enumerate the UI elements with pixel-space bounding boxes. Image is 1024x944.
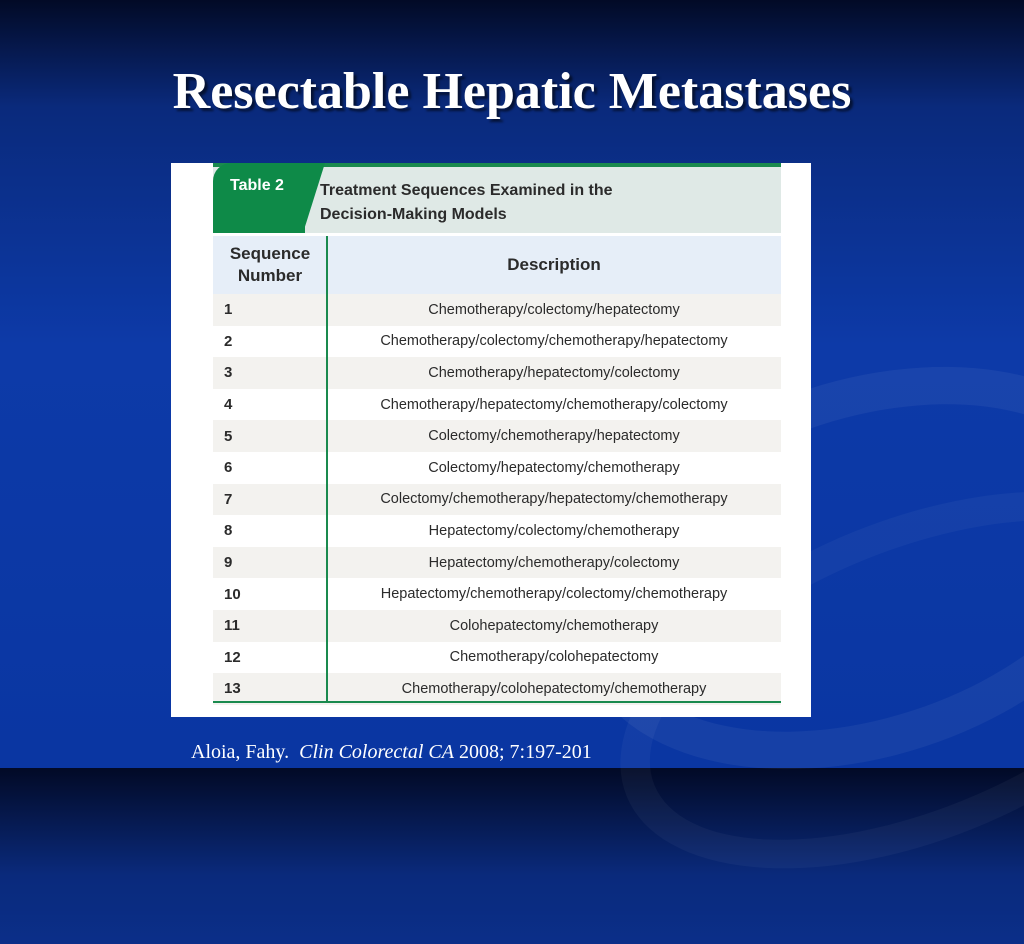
table-body [213,294,781,705]
table-row [213,357,781,389]
sequence-number-cell: 6 [224,459,233,477]
column-divider [326,236,328,703]
table-row [213,515,781,547]
table-row [213,389,781,421]
table-bottom-rule [213,701,781,703]
citation-authors: Aloia, Fahy. [191,741,290,763]
description-cell: Chemotherapy/hepatectomy/colectomy [428,364,680,381]
table-row [213,578,781,610]
table-row [213,673,781,705]
description-cell: Chemotherapy/colectomy/hepatectomy [428,301,680,318]
description-cell: Colectomy/chemotherapy/hepatectomy/chemotherapy [380,491,728,508]
table-row [213,294,781,326]
table-image [171,163,811,717]
description-cell: Colohepatectomy/chemotherapy [449,617,659,634]
sequence-number-cell: 2 [224,332,233,350]
table-tab [213,163,305,233]
sequence-number-cell: 11 [224,617,240,635]
sequence-number-cell: 3 [224,364,233,382]
column-header-sequence-number: Sequence Number [229,244,311,285]
sequence-number-cell: 7 [224,490,233,508]
description-cell: Chemotherapy/colohepatectomy/chemotherapy [401,680,707,697]
table-row [213,610,781,642]
sequence-number-cell: 5 [224,427,233,445]
table-row [213,642,781,674]
slide-title: Resectable Hepatic Metastases [172,63,852,120]
citation-details: 2008; 7:197-201 [458,741,592,763]
description-cell: Hepatectomy/colectomy/chemotherapy [428,522,680,539]
citation [191,741,592,764]
description-cell: Colectomy/chemotherapy/hepatectomy [428,428,680,445]
sequence-number-cell: 8 [224,522,233,540]
description-cell: Chemotherapy/colectomy/chemotherapy/hepatectomy [380,333,728,350]
description-cell: Colectomy/hepatectomy/chemotherapy [428,459,680,476]
table-number-label: Table 2 [230,177,284,194]
sequence-number-cell: 9 [224,554,233,572]
sequence-number-cell: 1 [224,301,233,319]
table-row [213,326,781,358]
table-row [213,547,781,579]
sequence-number-cell: 13 [224,680,241,698]
column-header-description: Description [507,255,601,274]
table-row [213,452,781,484]
table-row [213,484,781,516]
sequence-number-cell: 10 [224,585,241,603]
sequence-number-cell: 4 [224,396,233,414]
table-caption: Treatment Sequences Examined in the Decision-Making Models [320,182,613,223]
description-cell: Hepatectomy/chemotherapy/colectomy [428,554,680,571]
description-cell: Chemotherapy/hepatectomy/chemotherapy/colectomy [380,396,728,413]
citation-journal: Clin Colorectal CA [299,741,454,763]
sequence-number-cell: 12 [224,648,241,666]
description-cell: Chemotherapy/colohepatectomy [449,649,659,666]
table-row [213,420,781,452]
description-cell: Hepatectomy/chemotherapy/colectomy/chemotherapy [380,586,728,603]
